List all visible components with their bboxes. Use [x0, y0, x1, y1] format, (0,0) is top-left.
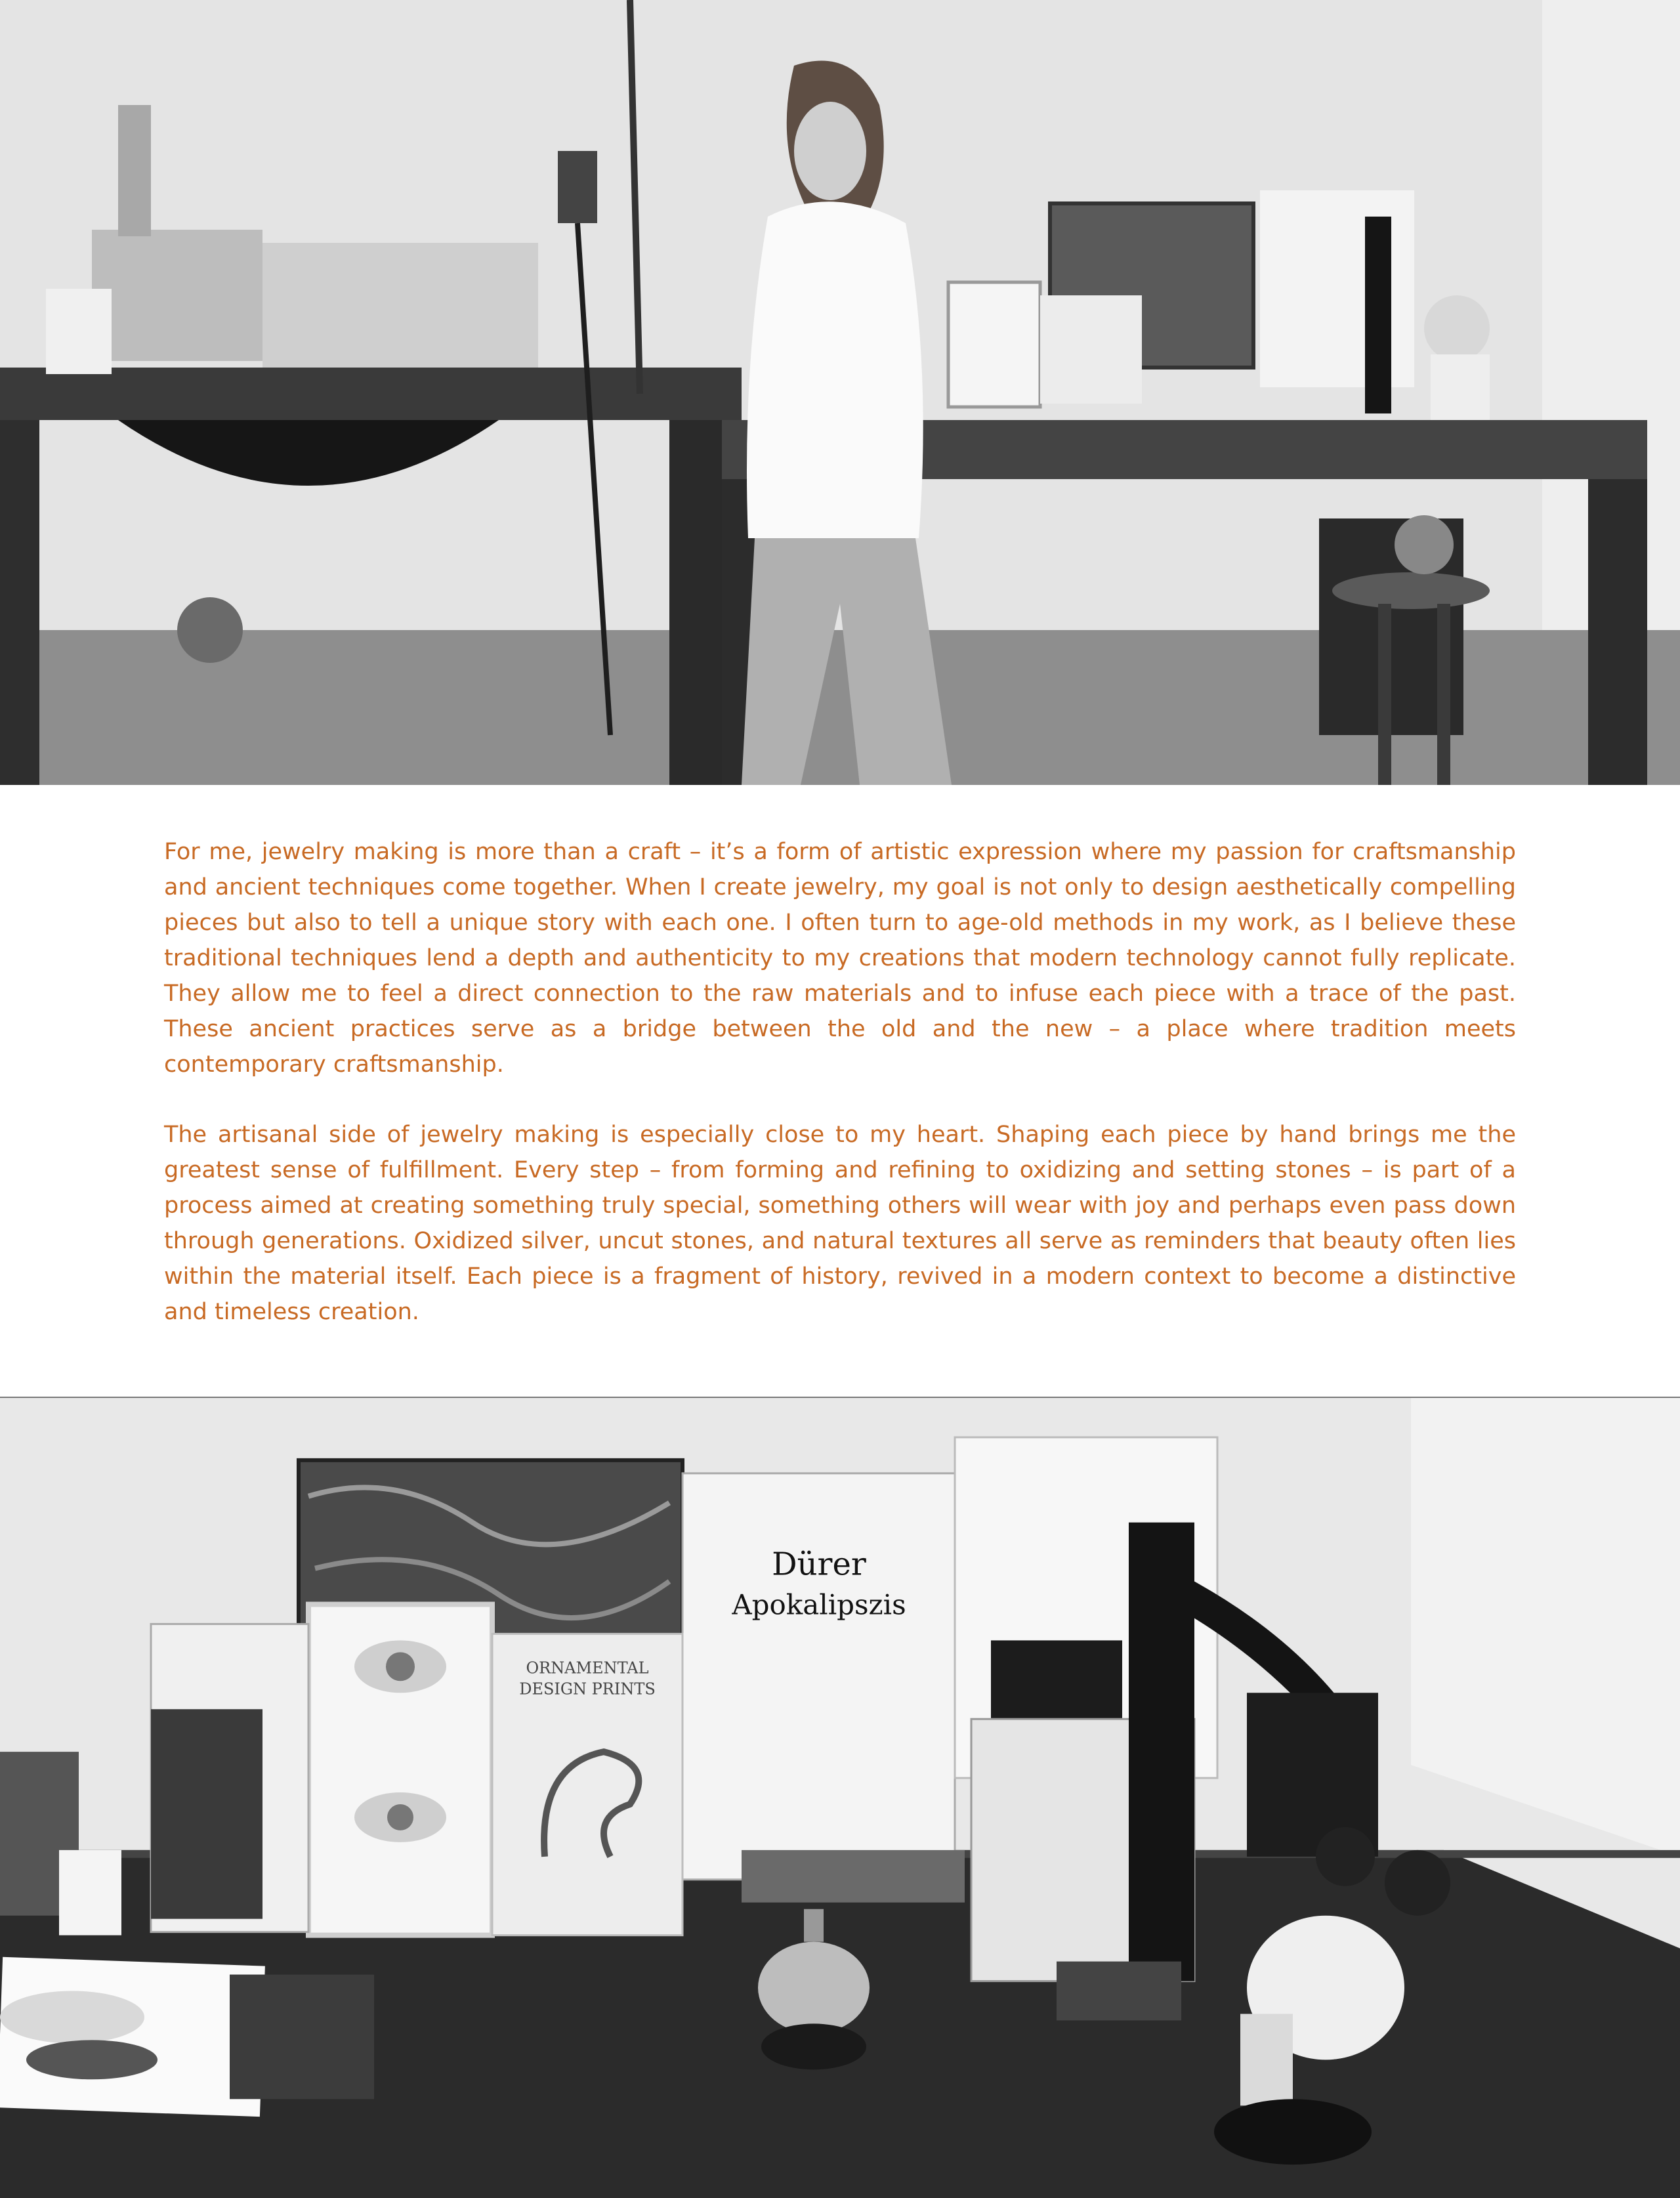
- workshop-scene-top: [0, 0, 1680, 785]
- book-label: DESIGN PRINTS: [519, 1680, 656, 1699]
- workshop-photo-bottom: [0, 1397, 1680, 2198]
- book-label: Apokalipszis: [732, 1588, 906, 1621]
- article-paragraph-1: [164, 834, 1516, 1082]
- workshop-photo-top: [0, 0, 1680, 785]
- paragraph-text: The artisanal side of jewelry making is especially close to my heart. Shaping each piece by hand brings me the greatest sense of fulfillment. Every step – from forming and refining to oxidizing and setting stones – is part of a process aimed at creating something truly special, something others will wear with joy and perhaps even pass down through generations. Oxidized silver, uncut stones, and natural textures all serve as reminders that beauty often lies within the material itself. Each piece is a fragment of history, revived in a modern context to become a distinctive and timeless creation.: [164, 1122, 1516, 1325]
- paragraph-text: For me, jewelry making is more than a craft – it’s a form of artistic expression where my passion for craftsmanship and ancient techniques come together. When I create jewelry, my goal is not only to design aesthetically compelling pieces but also to tell a unique story with each one. I often turn to age-old methods in my work, as I believe these traditional techniques lend a depth and authenticity to my creations that modern technology cannot fully replicate. They allow me to feel a direct connection to the raw materials and to infuse each piece with a trace of the past. These ancient practices serve as a bridge between the old and the new – a place where tradition meets contemporary craftsmanship.: [164, 839, 1516, 1078]
- book-label: Dürer: [772, 1546, 866, 1583]
- workbench-scene-bottom: [0, 1398, 1680, 2198]
- article-paragraph-2: [164, 1117, 1516, 1330]
- book-label: ORNAMENTAL: [526, 1659, 649, 1678]
